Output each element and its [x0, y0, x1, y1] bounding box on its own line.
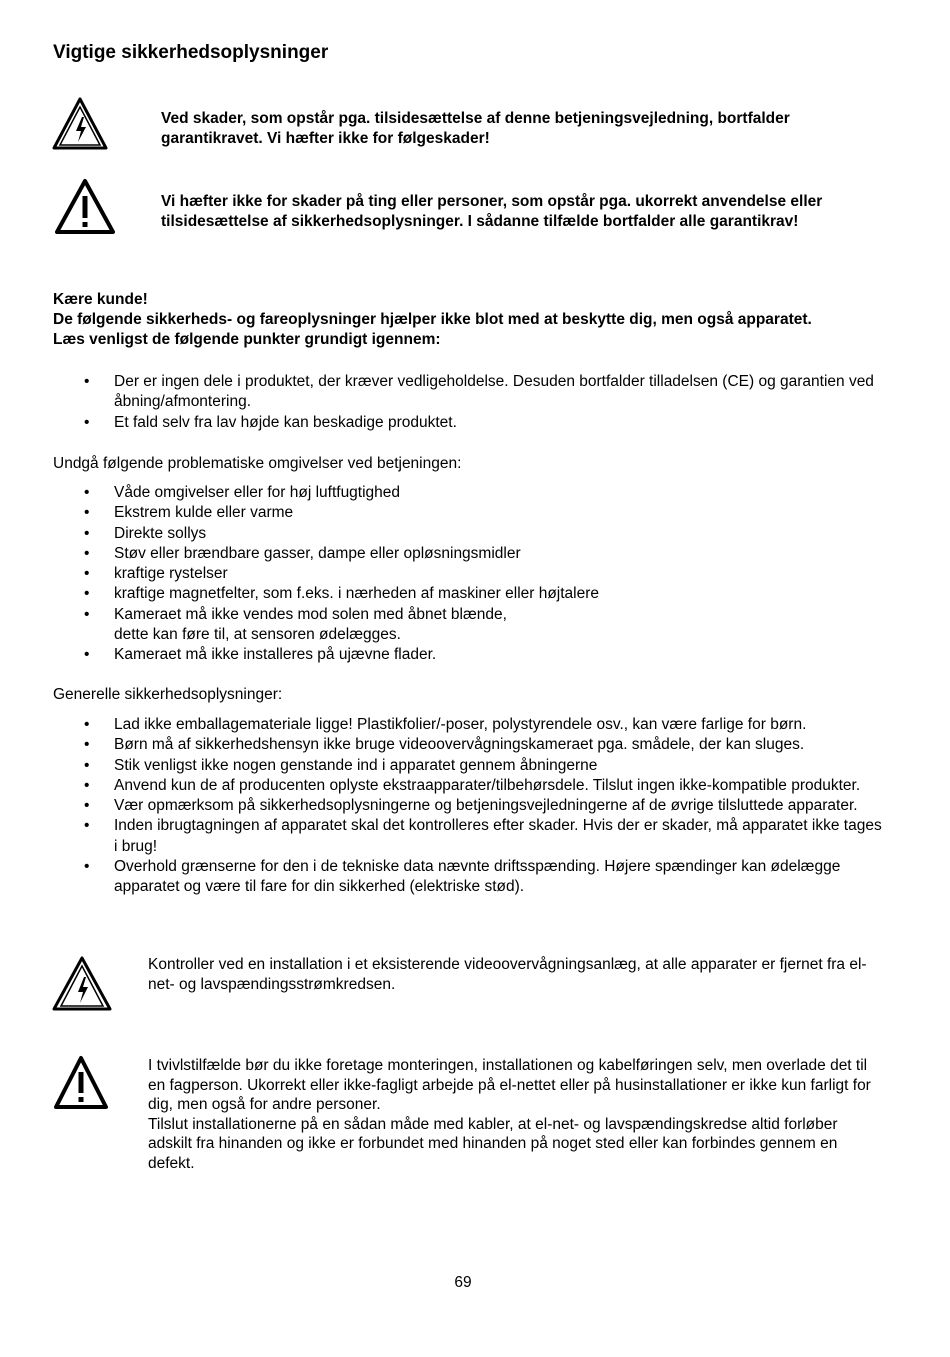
list-item: • Direkte sollys: [53, 524, 883, 544]
general-heading: Generelle sikkerhedsoplysninger:: [53, 686, 283, 703]
list-item: • Stik venligst ikke nogen genstande ind i apparatet gennem åbningerne: [53, 756, 888, 776]
high-voltage-warning-icon: [51, 955, 113, 1013]
list-item: • Kameraet må ikke installeres på ujævne flader.: [53, 645, 883, 665]
list-item: • Ekstrem kulde eller varme: [53, 503, 883, 523]
list-item-line1: Kameraet må ikke vendes mod solen med åbnet blænde,: [114, 605, 507, 623]
environment-heading: Undgå følgende problematiske omgivelser ved betjeningen:: [53, 455, 462, 472]
general-safety-list: [53, 715, 888, 898]
list-item: • kraftige rystelser: [53, 564, 883, 584]
list-item: • Støv eller brændbare gasser, dampe eller opløsningsmidler: [53, 544, 883, 564]
page-number: 69: [454, 1274, 472, 1291]
list-item: • Våde omgivelser eller for høj luftfugtighed: [53, 483, 883, 503]
intro-text: De følgende sikkerheds- og fareoplysninger hjælper ikke blot med at beskytte dig, men også apparatet. Læs venligst de følgende punkter grundigt igennem:: [53, 311, 812, 348]
list-item: • Anvend kun de af producenten oplyste ekstraapparater/tilbehørsdele. Tilslut ingen ikke-kompatible produkter.: [53, 776, 888, 796]
environment-list: [53, 483, 883, 666]
list-item: [53, 605, 883, 646]
list-item: • Børn må af sikkerhedshensyn ikke bruge videoovervågningskameraet pga. smådele, der kan sluges.: [53, 735, 888, 755]
page-title: Vigtige sikkerhedsoplysninger: [53, 42, 329, 63]
exclamation-warning-icon: [53, 1055, 109, 1111]
high-voltage-warning-icon: [51, 96, 109, 152]
list-item: • Overhold grænserne for den i de tekniske data nævnte driftsspænding. Højere spændinger kan ødelægge apparatet og være til fare for din sikkerhed (elektriske stød).: [53, 857, 888, 898]
warning-paragraph-1: I tvivlstilfælde bør du ikke foretage monteringen, installationen og kabelføringen selv, men overlade det til en fagperson. Ukorrekt eller ikke-fagligt arbejde på el-nettet eller på husinstallationer er ikke kun farligt for dig, men også for andre personer.: [148, 1057, 871, 1114]
list-item: • Vær opmærksom på sikkerhedsoplysningerne og betjeningsvejledningerne af de øvrige tilsluttede apparater.: [53, 796, 888, 816]
maintenance-list: [53, 372, 883, 433]
list-item: • Inden ibrugtagningen af apparatet skal det kontrolleres efter skader. Hvis der er skader, må apparatet ikke tages i brug!: [53, 816, 888, 857]
list-item: • Lad ikke emballagemateriale ligge! Plastikfolier/-poser, polystyrendele osv., kan være farlige for børn.: [53, 715, 888, 735]
greeting: Kære kunde!: [53, 291, 148, 308]
list-item-line2: dette kan føre til, at sensoren ødelægges.: [114, 626, 401, 644]
warning-text-skader: Vi hæfter ikke for skader på ting eller personer, som opstår pga. ukorrekt anvendelse eller tilsidesættelse af sikkerhedsoplysninger. I sådanne tilfælde bortfalder alle garantikrav!: [161, 193, 823, 230]
warning-paragraph-2: Tilslut installationerne på en sådan måde med kabler, at el-net- og lavspændingskredse altid forløber adskilt fra hinanden og ikke er forbundet med hinanden på noget sted eller kan forbindes gennem en defekt.: [148, 1115, 838, 1172]
warning-text-garanti: Ved skader, som opstår pga. tilsidesættelse af denne betjeningsvejledning, bortfalder garantikravet. Vi hæfter ikke for følgeskader!: [161, 110, 790, 147]
warning-text-installation: Kontroller ved en installation i et eksisterende videoovervågningsanlæg, at alle apparater er fjernet fra el-net- og lavspændingsstrømkredsen.: [148, 956, 867, 993]
list-item: • kraftige magnetfelter, som f.eks. i nærheden af maskiner eller højtalere: [53, 584, 883, 604]
warning-text-fagperson: [148, 1056, 878, 1174]
list-item: • Der er ingen dele i produktet, der kræver vedligeholdelse. Desuden bortfalder tilladelsen (CE) og garantien ved åbning/afmontering.: [53, 372, 883, 413]
exclamation-warning-icon: [54, 178, 116, 236]
list-item: • Et fald selv fra lav højde kan beskadige produktet.: [53, 413, 883, 433]
